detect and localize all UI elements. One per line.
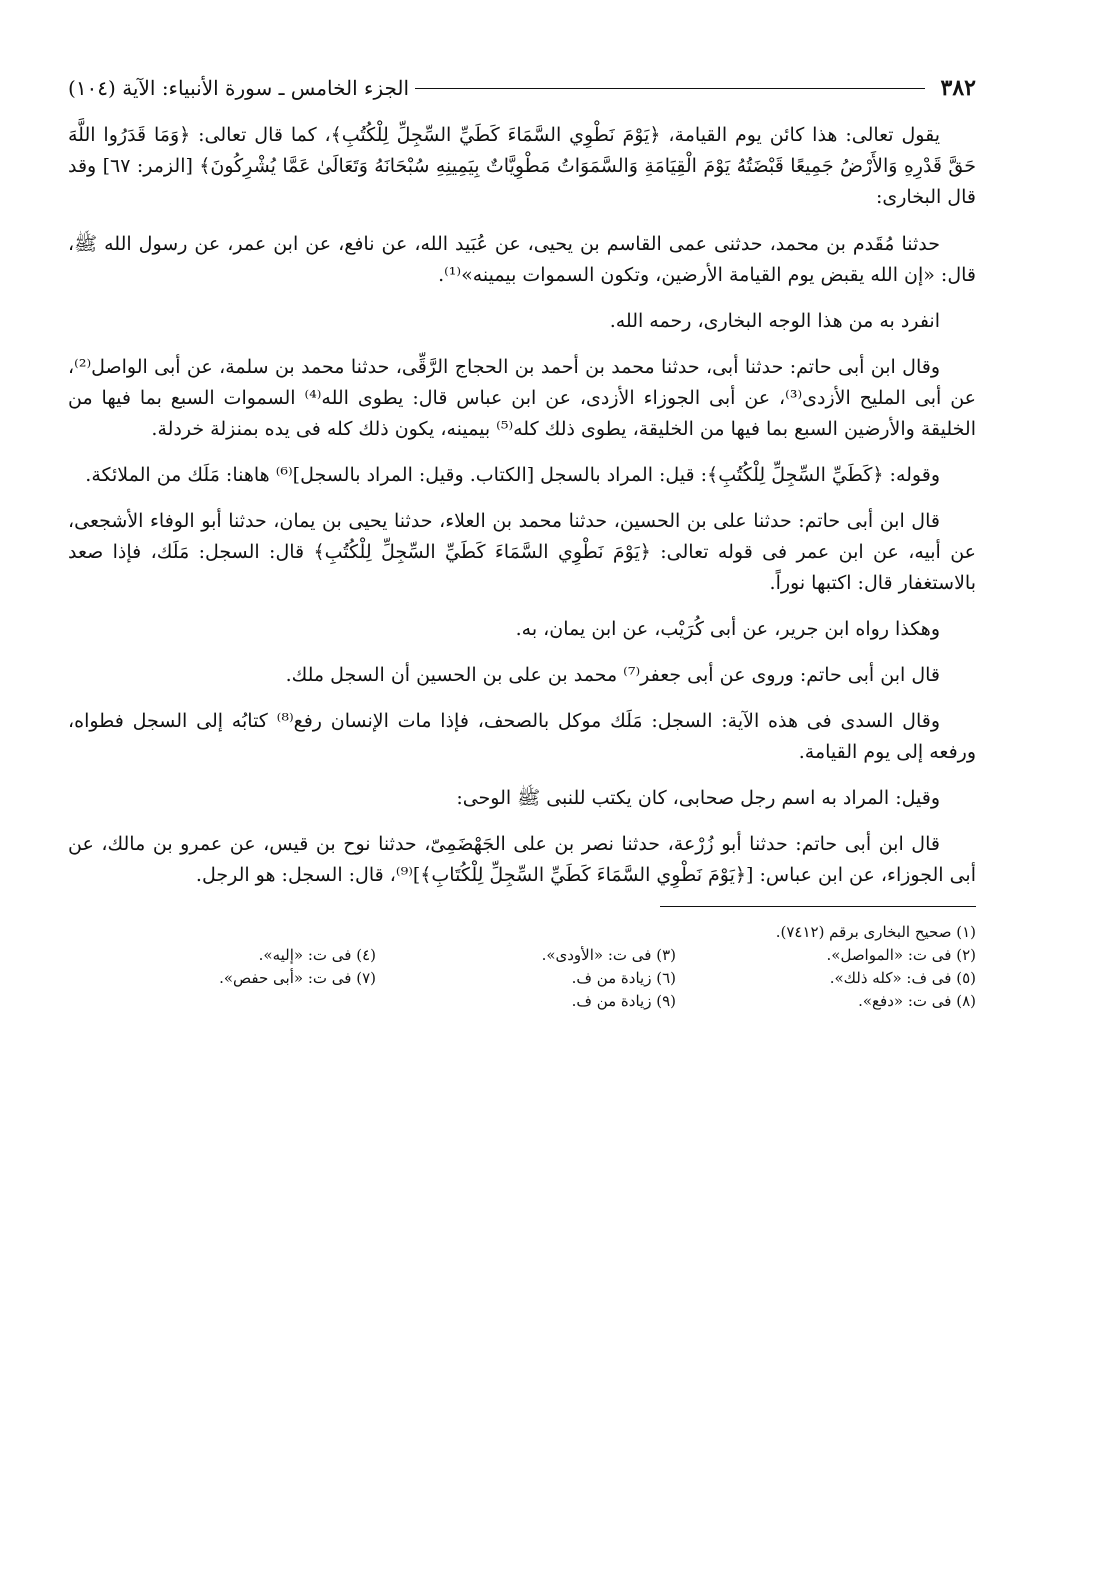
header-rule (415, 88, 925, 89)
footnotes (68, 921, 976, 1013)
footnote: (٢) فى ت: «المواصل». (826, 946, 976, 964)
paragraph: حدثنا مُقَدم بن محمد، حدثنى عمى القاسم بن يحيى، عن عُبَيد الله، عن نافع، عن ابن عمر، عن رسول الله ﷺ، قال: «إن الله يقبض يوم القيامة الأرضين، وتكون السموات بيمينه»⁽¹⁾. (68, 233, 976, 286)
book-page (68, 70, 976, 1013)
footnote: (٣) فى ت: «الأودى». (541, 946, 676, 964)
paragraph: انفرد به من هذا الوجه البخارى، رحمه الله. (609, 310, 940, 332)
paragraph: قال ابن أبى حاتم: حدثنا على بن الحسين، حدثنا محمد بن العلاء، حدثنا يحيى بن يمان، حدثنا أبو الوفاء الأشجعى، عن أبيه، عن ابن عمر فى قوله تعالى: ﴿يَوْمَ نَطْوِي السَّمَاءَ كَطَيِّ السِّجِلِّ لِلْكُتُبِ﴾ قال: السجل: مَلَك، فإذا صعد بالاستغفار قال: اكتبها نوراً. (68, 510, 976, 594)
footnote-row (68, 944, 976, 967)
paragraph: وقوله: ﴿كَطَيِّ السِّجِلِّ لِلْكُتُبِ﴾: قيل: المراد بالسجل [الكتاب. وقيل: المراد بالسجل]⁽⁶⁾ هاهنا: مَلَك من الملائكة. (85, 464, 940, 486)
running-header (68, 70, 976, 106)
header-title: الجزء الخامس ـ سورة الأنبياء: الآية (١٠٤) (68, 76, 410, 100)
paragraph: قال ابن أبى حاتم: وروى عن أبى جعفر⁽⁷⁾ محمد بن على بن الحسين أن السجل ملك. (285, 664, 940, 686)
footnote: (٩) زيادة من ف. (571, 992, 676, 1010)
footnote: (١) صحيح البخارى برقم (٧٤١٢). (775, 923, 976, 941)
paragraph: وقال ابن أبى حاتم: حدثنا أبى، حدثنا محمد بن أحمد بن الحجاج الرَّقِّى، حدثنا محمد بن سلمة، عن أبى الواصل⁽²⁾، عن أبى المليح الأزدى⁽³⁾، عن أبى الجوزاء الأزدى، عن ابن عباس قال: يطوى الله⁽⁴⁾ السموات السبع بما فيها من الخليقة والأرضين السبع بما فيها من الخليقة، يطوى ذلك كله⁽⁵⁾ بيمينه، يكون ذلك كله فى يده بمنزلة خردلة. (68, 356, 977, 440)
footnote: (٤) فى ت: «إليه». (258, 946, 376, 964)
footnote: (٧) فى ت: «أبى حفص». (219, 969, 376, 987)
footnote-row (68, 990, 976, 1013)
paragraph: وقيل: المراد به اسم رجل صحابى، كان يكتب للنبى ﷺ الوحى: (456, 787, 940, 809)
footnote-row (68, 967, 976, 990)
paragraph: يقول تعالى: هذا كائن يوم القيامة، ﴿يَوْمَ نَطْوِي السَّمَاءَ كَطَيِّ السِّجِلِّ لِلْكُتُبِ﴾، كما قال تعالى: ﴿وَمَا قَدَرُوا اللَّهَ حَقَّ قَدْرِهِ وَالأَرْضُ جَمِيعًا قَبْضَتُهُ يَوْمَ الْقِيَامَةِ وَالسَّمَوَاتُ مَطْوِيَّاتٌ بِيَمِينِهِ سُبْحَانَهُ وَتَعَالَىٰ عَمَّا يُشْرِكُونَ﴾ [الزمر: ٦٧] وقد قال البخارى: (68, 124, 977, 208)
footnote: (٨) فى ت: «دفع». (858, 992, 976, 1010)
page-number: ٣٨٢ (940, 75, 976, 101)
footnote: (٥) فى ف: «كله ذلك». (829, 969, 976, 987)
paragraph: قال ابن أبى حاتم: حدثنا أبو زُرْعة، حدثنا نصر بن على الجَهْضَمِىّ، حدثنا نوح بن قيس، عن عمرو بن مالك، عن أبى الجوزاء، عن ابن عباس: [﴿يَوْمَ نَطْوِي السَّمَاءَ كَطَيِّ السِّجِلِّ لِلْكُتَابِ﴾]⁽⁹⁾، قال: السجل: هو الرجل. (68, 833, 976, 886)
footnote: (٦) زيادة من ف. (571, 969, 676, 987)
paragraph: وهكذا رواه ابن جرير، عن أبى كُرَيْب، عن ابن يمان، به. (515, 618, 940, 640)
footnote-separator (660, 906, 976, 907)
paragraph: وقال السدى فى هذه الآية: السجل: مَلَك موكل بالصحف، فإذا مات الإنسان رفع⁽⁸⁾ كتابُه إلى السجل فطواه، ورفعه إلى يوم القيامة. (68, 710, 976, 763)
body-text (68, 120, 976, 891)
footnote-row (68, 921, 976, 944)
